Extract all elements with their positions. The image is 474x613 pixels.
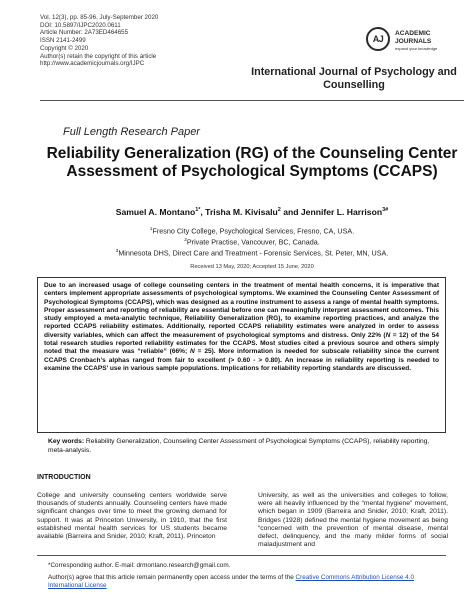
publisher-logo <box>366 26 462 54</box>
author-superscript: 2 <box>277 207 281 214</box>
meta-doi: DOI: 10.5897/IJPC2020.0611 <box>40 21 121 29</box>
meta-volume: Vol. 12(3), pp. 85-96, July-September 2020 <box>40 14 159 21</box>
keywords-label: Key words: <box>48 438 85 445</box>
meta-url: http://www.academicjournals.org/IJPC <box>40 60 145 68</box>
meta-rights: Author(s) retain the copyright of this article <box>40 52 157 60</box>
aj-logo-icon: AJ <box>366 27 390 51</box>
intro-column-left: College and university counseling centers worldwide serve thousands of students annually. Counseling centers have made significant changes over time to meet the growing demand for support. It was at Princeton University, in 1910, that the first established mental health services for US students became available (Barreira and Snider, 2010; Kraft, 2011). Princeton <box>37 492 227 541</box>
paper-title: Reliability Generalization (RG) of the Counseling Center Assessment of Psychological Symptoms (CCAPS) <box>46 145 458 180</box>
author-list <box>40 207 464 217</box>
author-name: Samuel A. Montano <box>115 207 196 217</box>
author-superscript: 1* <box>195 207 201 214</box>
meta-article-number: Article Number: 2A73ED464655 <box>40 29 129 37</box>
publisher-name: ACADEMIC JOURNALS expand your knowledge <box>395 30 438 51</box>
keywords <box>48 438 438 455</box>
affiliation-line: $^2$Private Practise, Vancouver, BC, Canada. <box>184 237 320 247</box>
footnotes <box>48 562 450 594</box>
meta-copyright: Copyright © 2020 <box>40 44 89 52</box>
affiliation-line: $^3$Minnesota DHS, Direct Care and Treatment - Forensic Services, St. Peter, MN, USA. <box>115 247 389 257</box>
author-name: and Jennifer L. Harrison <box>280 207 383 217</box>
keywords-text: Reliability Generalization, Counseling Center Assessment of Psychological Symptoms (CCAPS), reliability reporting, meta-analysis. <box>48 438 430 454</box>
received-dates: Received 13 May, 2020; Accepted 15 June, 2020 <box>190 264 314 270</box>
journal-metadata <box>40 14 240 68</box>
footnote-divider <box>37 555 446 556</box>
header-divider <box>40 100 464 101</box>
corresponding-author-note: *Corresponding author. E-mail: drmontano.research@gmail.com. <box>48 562 231 569</box>
paper-type: Full Length Research Paper <box>63 126 200 138</box>
author-superscript: 3# <box>382 207 389 214</box>
license-link[interactable]: Creative Commons Attribution License 4.0 International License <box>48 573 415 589</box>
section-heading-introduction: INTRODUCTION <box>37 474 91 481</box>
intro-column-right: University, as well as the universities and colleges to follow, were all heavily influenced by the “mental hygiene” movement, which began in 1909 (Barreira and Snider, 2010; Kraft, 2011). Bridges (1928) defined the mental hygiene movement as being “concerned with the prevention of mental disease, mental defect, delinquency, and the many milder forms of social maladjustment and <box>258 492 448 549</box>
author-name: , Trisha M. Kivisalu <box>200 207 278 217</box>
affiliations <box>40 225 464 257</box>
journal-name: International Journal of Psychology and Counselling <box>251 66 457 91</box>
abstract-box: Due to an increased usage of college counseling centers in the treatment of mental health concerns, it is imperative that centers implement appropriate assessments of psychological symptoms. We examined the Counseling Center Assessment of Psychological Symptoms (CCAPS), which was designed as a routine instrument to assess a range of mental health symptoms. Proper assessment and reporting of reliability are essential before one can meaningfully interpret assessment outcomes. This study employed a meta-analytic technique, Reliability Generalization (RG), to examine reporting practices, and analyze the reported CCAPS reliability estimates. Additionally, reported CCAPS reliability estimates were analyzed in order to assess diversity variables, which can affect the measurement of psychological symptoms and distress. Only 22% (N = 12) of the 54 total research studies reported reliability estimates for the CCAPS. Most studies cited a previous source and others simply noted that the measure was “reliable” (66%; N = 25). More information is needed for subscale reliability since the current CCAPS Cronbach’s alphas ranged from fair to excellent (> 0.60 - > 0.80). An increase in reliability reporting is needed to examine the CCAPS’ use in various sample populations. Implications for reliability reporting standards are discussed. <box>37 277 446 433</box>
affiliation-line: $^1$Fresno City College, Psychological Services, Fresno, CA, USA. <box>149 226 355 236</box>
license-note: Author(s) agree that this article remain permanently open access under the terms of the Creative Commons Attribution License 4.0 International License <box>48 573 415 589</box>
meta-issn: ISSN 2141-2499 <box>40 37 86 45</box>
